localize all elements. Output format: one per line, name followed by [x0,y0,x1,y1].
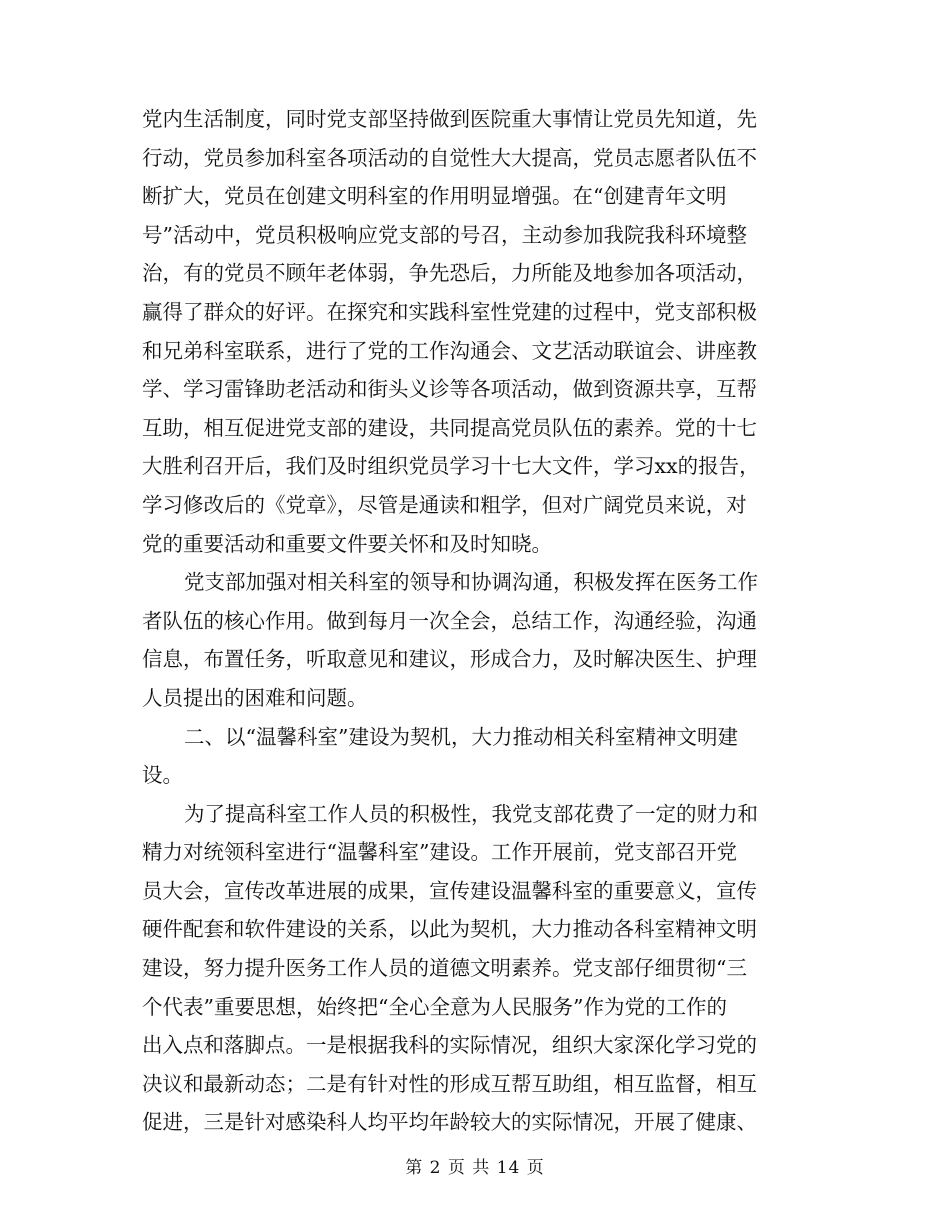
text-line: 个代表”重要思想，始终把“全心全意为人民服务”作为党的工作的 [142,994,727,1019]
text-line: 出入点和落脚点。一是根据我科的实际情况，组织大家深化学习党的 [142,1033,757,1058]
text-line: 决议和最新动态；二是有针对性的形成互帮互助组，相互监督，相互 [142,1071,757,1096]
paragraph-start-line: 党支部加强对相关科室的领导和协调沟通，积极发挥在医务工作 [184,570,758,595]
paragraph-start-line: 为了提高科室工作人员的积极性，我党支部花费了一定的财力和 [184,801,758,826]
text-line: 治，有的党员不顾年老体弱，争先恐后，力所能及地参加各项活动， [142,261,757,286]
section-heading-line: 设。 [142,763,183,788]
text-line: 员大会，宣传改革进展的成果，宣传建设温馨科室的重要意义，宣传 [142,878,757,903]
page-number-footer: 第 2 页 共 14 页 [405,1158,545,1178]
text-line: 党的重要活动和重要文件要关怀和及时知晓。 [142,531,552,556]
body-text [142,100,802,1142]
text-line: 号”活动中，党员积极响应党支部的号召，主动参加我院我科环境整 [142,222,747,247]
text-line: 断扩大，党员在创建文明科室的作用明显增强。在“创建青年文明 [142,184,727,209]
text-line: 促进，三是针对感染科人均平均年龄较大的实际情况，开展了健康、 [142,1110,757,1135]
text-line: 学习修改后的《党章》，尽管是通读和粗学，但对广阔党员来说，对 [142,492,747,517]
text-line: 党内生活制度，同时党支部坚持做到医院重大事情让党员先知道，先 [142,107,757,131]
text-line: 者队伍的核心作用。做到每月一次全会，总结工作，沟通经验，沟通 [142,608,757,633]
text-line: 建设，努力提升医务工作人员的道德文明素养。党支部仔细贯彻“三 [142,956,747,981]
text-line: 信息，布置任务，听取意见和建议，形成合力，及时解决医生、护理 [142,647,757,672]
text-line: 精力对统领科室进行“温馨科室”建设。工作开展前，党支部召开党 [142,840,737,865]
text-line: 互助，相互促进党支部的建设，共同提高党员队伍的素养。党的十七 [142,415,757,440]
text-line: 人员提出的困难和问题。 [142,685,368,710]
text-line: 大胜利召开后，我们及时组织党员学习十七大文件，学习xx的报告， [142,454,760,479]
text-line: 学、学习雷锋助老活动和街头义诊等各项活动，做到资源共享，互帮 [142,377,757,402]
text-line: 硬件配套和软件建设的关系，以此为契机，大力推动各科室精神文明 [142,917,757,942]
text-line: 和兄弟科室联系，进行了党的工作沟通会、文艺活动联谊会、讲座教 [142,338,757,363]
section-heading-line: 二、以“温馨科室”建设为契机，大力推动相关科室精神文明建 [184,724,738,749]
text-line: 行动，党员参加科室各项活动的自觉性大大提高，党员志愿者队伍不 [142,145,757,170]
text-line: 赢得了群众的好评。在探究和实践科室性党建的过程中，党支部积极 [142,299,757,324]
